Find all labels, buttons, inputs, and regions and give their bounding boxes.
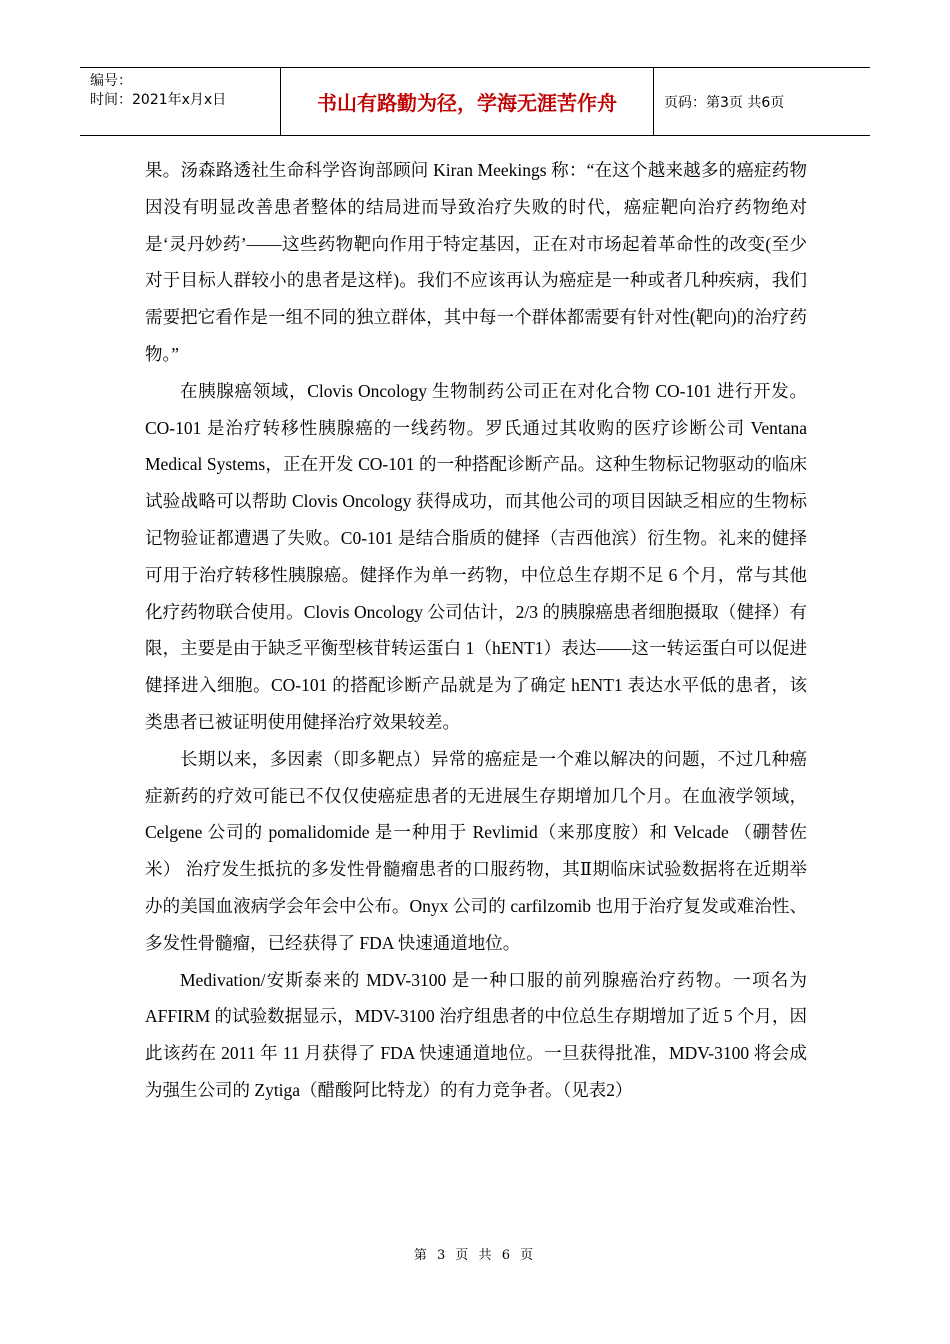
article-body: [145, 152, 807, 1109]
paragraph-3: 长期以来，多因素（即多靶点）异常的癌症是一个难以解决的问题，不过几种癌症新药的疗效可能已不仅仅使癌症患者的无进展生存期增加几个月。在血液学领域，Celgene 公司的 pomalidomide 是一种用于 Revlimid（来那度胺）和 Velcade （硼替佐米） 治疗发生抵抗的多发性骨髓瘤患者的口服药物，其Ⅱ期临床试验数据将在近期举办的美国血液病学会年会中公布。Onyx 公司的 carfilzomib 也用于治疗复发或难治性、多发性骨髓瘤，已经获得了 FDA 快速通道地位。: [145, 748, 807, 953]
document-number-label: 编号：: [90, 73, 132, 89]
document-header: [80, 67, 870, 136]
paragraph-2: 在胰腺癌领域，Clovis Oncology 生物制药公司正在对化合物 CO-101 进行开发。CO-101 是治疗转移性胰腺癌的一线药物。罗氏通过其收购的医疗诊断公司 Ventana Medical Systems，正在开发 CO-101 的一种搭配诊断产品。这种生物标记物驱动的临床试验战略可以帮助 Clovis Oncology 获得成功，而其他公司的项目因缺乏相应的生物标记物验证都遭遇了失败。C0-101 是结合脂质的健择（吉西他滨）衍生物。礼来的健择可用于治疗转移性胰腺癌。健择作为单一药物，中位总生存期不足 6 个月，常与其他化疗药物联合使用。Clovis Oncology 公司估计，2/3 的胰腺癌患者细胞摄取（健择）有限，主要是由于缺乏平衡型核苷转运蛋白 1（hENT1）表达——这一转运蛋白可以促进健择进入细胞。CO-101 的搭配诊断产品就是为了确定 hENT1 表达水平低的患者，该类患者已被证明使用健择治疗效果较差。: [145, 380, 807, 732]
header-page-info: 页码：第3页 共6页: [664, 94, 785, 111]
page-footer: 第 3 页 共 6 页: [413, 1248, 537, 1263]
header-meta: [80, 68, 281, 135]
paragraph-1: 果。汤森路透社生命科学咨询部顾问 Kiran Meekings 称：“在这个越来越多的癌症药物因没有明显改善患者整体的结局进而导致治疗失败的时代，癌症靶向治疗药物绝对是‘灵丹妙药’——这些药物靶向作用于特定基因，正在对市场起着革命性的改变(至少对于目标人群较小的患者是这样)。我们不应该再认为癌症是一种或者几种疾病，我们需要把它看作是一组不同的独立群体，其中每一个群体都需要有针对性(靶向)的治疗药物。”: [145, 160, 807, 364]
header-motto: 书山有路勤为径，学海无涯苦作舟: [281, 68, 654, 135]
paragraph-4: Medivation/安斯泰来的 MDV-3100 是一种口服的前列腺癌治疗药物。一项名为 AFFIRM 的试验数据显示，MDV-3100 治疗组患者的中位总生存期增加了近 5 个月，因此该药在 2011 年 11 月获得了 FDA 快速通道地位。一旦获得批准，MDV-3100 将会成为强生公司的 Zytiga（醋酸阿比特龙）的有力竞争者。（见表2）: [145, 969, 807, 1100]
document-date: 时间：2021年x月x日: [90, 92, 227, 108]
